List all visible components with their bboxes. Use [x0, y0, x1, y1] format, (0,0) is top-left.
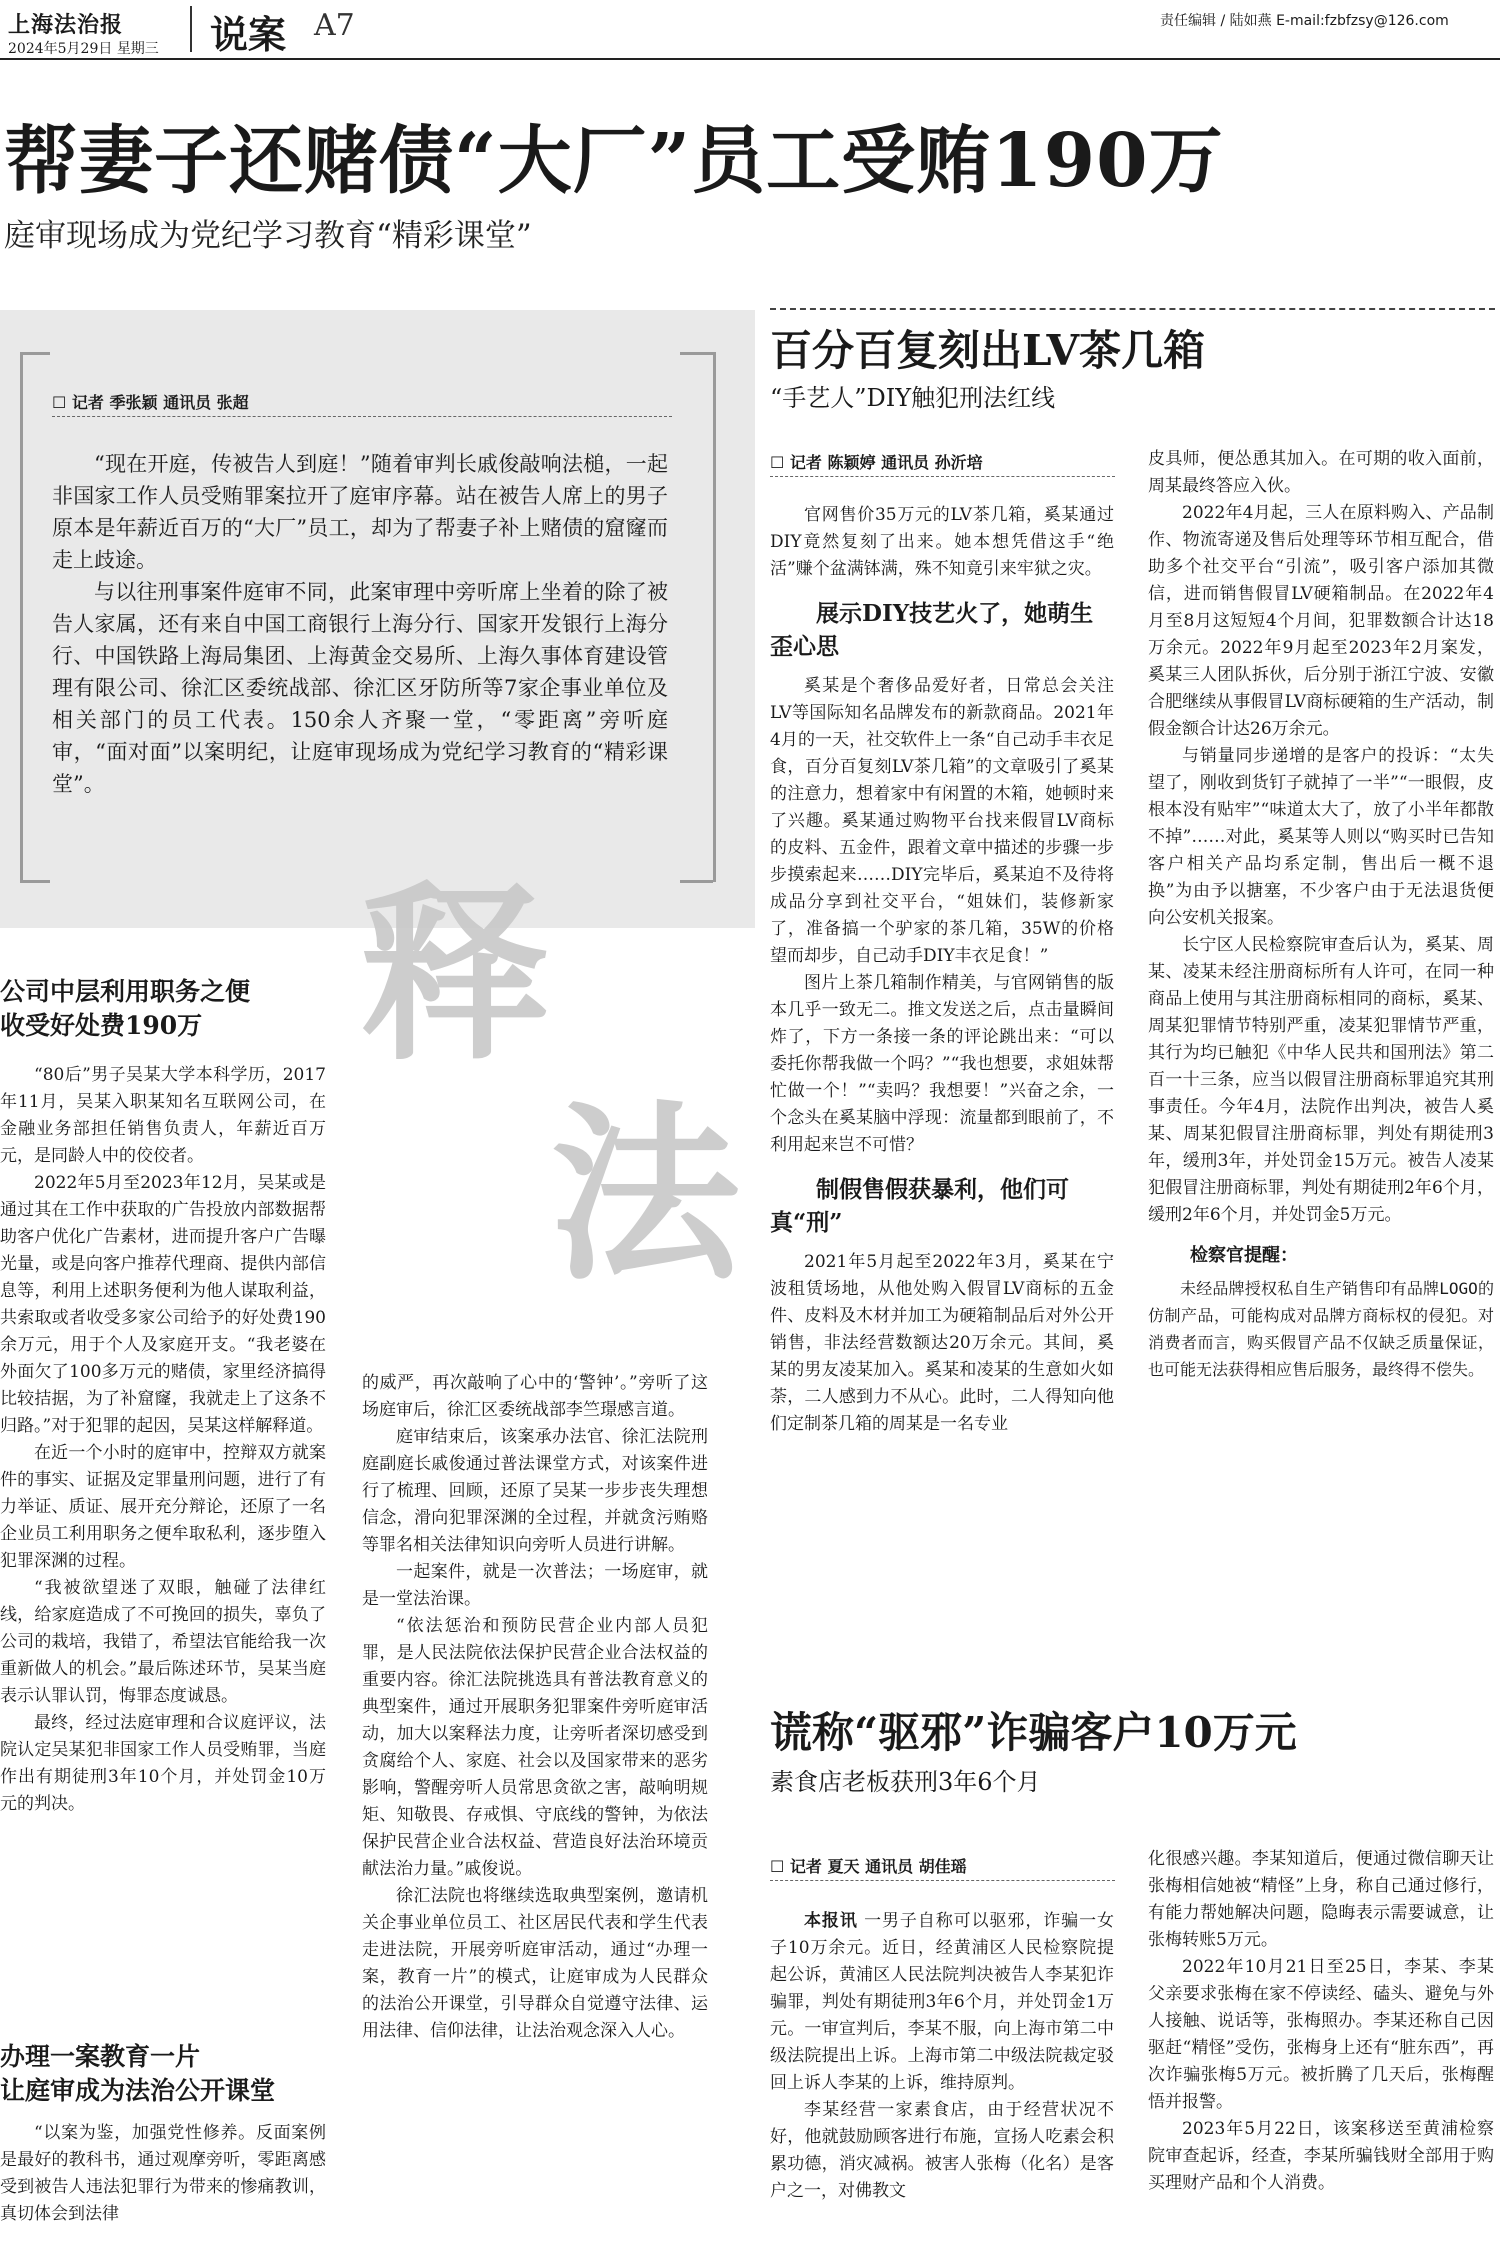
reminder-text: 未经品牌授权私自生产销售印有品牌LOGO的仿制产品，可能构成对品牌方商标权的侵犯。对消费者而言，购买假冒产品不仅缺乏质量保证，也可能无法获得相应售后服务，最终得不偿失。	[1148, 1279, 1494, 1379]
story2-subheadline: “手艺人”DIY触犯刑法红线	[770, 384, 1056, 412]
main-subheadline: 庭审现场成为党纪学习教育“精彩课堂”	[4, 218, 532, 254]
story2-headline: 百分百复刻出LV茶几箱	[770, 326, 1206, 375]
section1-title: 公司中层利用职务之便 收受好处费190万	[0, 977, 251, 1040]
section2-title: 办理一案教育一片 让庭审成为法治公开课堂	[0, 2042, 276, 2105]
editor-info: 责任编辑 / 陆如燕 E-mail:fzbfzsy@126.com	[1160, 13, 1449, 29]
story3-col4: 化很感兴趣。李某知道后，便通过微信聊天让张梅相信她被“精怪”上身，称自己通过修行，有能力帮她解决问题，隐晦表示需要诚意，让张梅转账5万元。 2022年10月21日至25日，李某、李某父亲要求张梅在家不停读经、磕头、避免与外人接触、说话等，张梅照办。李某还称自己因驱赶“精怪”受伤，张梅身上还有“脏东西”，再次诈骗张梅5万元。被折腾了几天后，张梅醒悟并报警。 2023年5月22日，该案移送至黄浦检察院审查起诉，经查，李某所骗钱财全部用于购买理财产品和个人消费。	[1148, 1849, 1494, 2193]
story2-byline: ☐ 记者 陈颖婷 通讯员 孙沂培	[770, 453, 983, 472]
masthead-divider	[190, 6, 192, 52]
main-byline: ☐ 记者 季张颖 通讯员 张超	[52, 393, 249, 412]
main-headline: 帮妻子还赌债“大厂”员工受贿190万	[4, 118, 1224, 204]
story2-col4: 皮具师，便怂恿其加入。在可期的收入面前，周某最终答应入伙。 2022年4月起，三人在原料购入、产品制作、物流寄递及售后处理等环节相互配合，借助多个社交平台“引流”，吸引客户添加其微信，进而销售假冒LV硬箱制品。在2022年4月至8月这短短4个月间，犯罪数额合计达18万余元。2022年9月起至2023年2月案发，奚某三人团队拆伙，后分别于浙江宁波、安徽合肥继续从事假冒LV商标硬箱的生产活动，制假金额合计达26万余元。 与销量同步递增的是客户的投诉：“太失望了，刚收到货钉子就掉了一半”“一眼假，皮根本没有贴牢”“味道太大了，放了小半年都散不掉”……对此，奚某等人则以“购买时已告知客户相关产品均系定制，售出后一概不退换”为由予以搪塞，不少客户由于无法退货便向公安机关报案。 长宁区人民检察院审查后认为，奚某、周某、凌某未经注册商标所有人许可，在同一种商品上使用与其注册商标相同的商标，奚某、周某犯罪情节特别严重，凌某犯罪情节严重，其行为均已触犯《中华人民共和国刑法》第二百一十三条，应当以假冒注册商标罪追究其刑事责任。今年4月，法院作出判决，被告人奚某、周某犯假冒注册商标罪，判处有期徒刑3年，缓刑3年，并处罚金15万元。被告人凌某犯假冒注册商标罪，判处有期徒刑2年6个月，缓刑2年6个月，并处罚金5万元。 检察官提醒： 未经品牌授权私自生产销售印有品牌LOGO的仿制产品，可能构成对品牌方商标权的侵犯。对消费者而言，购买假冒产品不仅缺乏质量保证，也可能无法获得相应售后服务，最终得不偿失。	[1148, 446, 1494, 1383]
paper-name: 上海法治报	[8, 12, 124, 38]
art-char-shi: 释	[360, 863, 551, 1086]
story3-byline: ☐ 记者 夏天 通讯员 胡佳瑶	[770, 1857, 967, 1876]
issue-date: 2024年5月29日 星期三	[8, 41, 159, 57]
story2-sub1: 展示DIY技艺火了，她萌生歪心思	[770, 600, 1094, 660]
main-lead: “现在开庭，传被告人到庭！”随着审判长戚俊敲响法槌，一起非国家工作人员受贿罪案拉开了庭审序幕。站在被告人席上的男子原本是年薪近百万的“大厂”员工，却为了帮妻子补上赌债的窟窿而走上歧途。 与以往刑事案件庭审不同，此案审理中旁听席上坐着的除了被告人家属，还有来自中国工商银行上海分行、国家开发银行上海分行、中国铁路上海局集团、上海黄金交易所、上海久事体育建设管理有限公司、徐汇区委统战部、徐汇区牙防所等7家企事业单位及相关部门的员工代表。150余人齐聚一堂，“零距离”旁听庭审，“面对面”以案明纪，让庭审现场成为党纪学习教育的“精彩课堂”。	[52, 452, 668, 796]
story2-col3: 官网售价35万元的LV茶几箱，奚某通过DIY竟然复刻了出来。她本想凭借这手“绝活”赚个盆满钵满，殊不知竟引来牢狱之灾。 展示DIY技艺火了，她萌生歪心思 奚某是个奢侈品爱好者，日常总会关注LV等国际知名品牌发布的新款商品。2021年4月的一天，社交软件上一条“自己动手丰衣足食，百分百复刻LV茶几箱”的文章吸引了奚某的注意力，想着家中有闲置的木箱，她顿时来了兴趣。奚某通过购物平台找来假冒LV商标的皮料、五金件，跟着文章中描述的步骤一步步摸索起来……DIY完毕后，奚某迫不及待将成品分享到社交平台，“姐妹们，装修新家了，准备搞一个驴家的茶几箱，35W的价格望而却步，自己动手DIY丰衣足食！” 图片上茶几箱制作精美，与官网销售的版本几乎一致无二。推文发送之后，点击量瞬间炸了，下方一条接一条的评论跳出来：“可以委托你帮我做一个吗？”“我也想要，求姐妹帮忙做一个！”“卖吗？我想要！”兴奋之余，一个念头在奚某脑中浮现：流量都到眼前了，不利用起来岂不可惜？ 制假售假获暴利，他们可真“刑” 2021年5月起至2022年3月，奚某在宁波租赁场地，从他处购入假冒LV商标的五金件、皮料及木材并加工为硬箱制品后对外公开销售，非法经营数额达20万余元。其间，奚某的男友凌某加入。奚某和凌某的生意如火如荼，二人感到力不从心。此时，二人得知向他们定制茶几箱的周某是一名专业	[770, 505, 1114, 1434]
main-col2-body: 的威严，再次敲响了心中的‘警钟’。”旁听了这场庭审后，徐汇区委统战部李竺璟感言道。 庭审结束后，该案承办法官、徐汇法院刑庭副庭长戚俊通过普法课堂方式，对该案件进行了梳理、回顾，还原了吴某一步步丧失理想信念，滑向犯罪深渊的全过程，并就贪污贿赂等罪名相关法律知识向旁听人员进行讲解。 一起案件，就是一次普法；一场庭审，就是一堂法治课。 “依法惩治和预防民营企业内部人员犯罪，是人民法院依法保护民营企业合法权益的重要内容。徐汇法院挑选具有普法教育意义的典型案件，通过开展职务犯罪案件旁听庭审活动，加大以案释法力度，让旁听者深切感受到贪腐给个人、家庭、社会以及国家带来的恶劣影响，警醒旁听人员常思贪欲之害，敲响明规矩、知敬畏、存戒惧、守底线的警钟，为依法保护民营企业合法权益、营造良好法治环境贡献法治力量。”戚俊说。 徐汇法院也将继续选取典型案例，邀请机关企事业单位员工、社区居民代表和学生代表走进法院，开展旁听庭审活动，通过“办理一案，教育一片”的模式，让庭审成为人民群众的法治公开课堂，引导群众自觉遵守法律、运用法律、信仰法律，让法治观念深入人心。	[362, 1373, 708, 2041]
section-name: 说案	[210, 12, 287, 57]
story3-subheadline: 素食店老板获刑3年6个月	[770, 1768, 1041, 1796]
reminder-title: 检察官提醒：	[1190, 1245, 1298, 1266]
story3-lead-tag: 本报讯	[804, 1911, 858, 1931]
story3-headline: 谎称“驱邪”诈骗客户10万元	[770, 1708, 1297, 1757]
story2-sub2: 制假售假获暴利，他们可真“刑”	[770, 1176, 1069, 1236]
section1-body: “80后”男子吴某大学本科学历，2017年11月，吴某入职某知名互联网公司，在金融业务部担任销售负责人，年薪近百万元，是同龄人中的佼佼者。 2022年5月至2023年12月，吴某或是通过其在工作中获取的广告投放内部数据帮助客户优化广告素材，进而提升客户广告曝光量，或是向客户推荐代理商、提供内部信息等，利用上述职务便利为他人谋取利益，共索取或者收受多家公司给予的好处费190余万元，用于个人及家庭开支。“我老婆在外面欠了100多万元的赌债，家里经济搞得比较拮据，为了补窟窿，我就走上了这条不归路。”对于犯罪的起因，吴某这样解释道。 在近一个小时的庭审中，控辩双方就案件的事实、证据及定罪量刑问题，进行了有力举证、质证、展开充分辩论，还原了一名企业员工利用职务之便牟取私利，逐步堕入犯罪深渊的过程。 “我被欲望迷了双眼，触碰了法律红线，给家庭造成了不可挽回的损失，辜负了公司的栽培，我错了，希望法官能给我一次重新做人的机会。”最后陈述环节，吴某当庭表示认罪认罚，悔罪态度诚恳。 最终，经过法庭审理和合议庭评议，法院认定吴某犯非国家工作人员受贿罪，当庭作出有期徒刑3年10个月，并处罚金10万元的判决。	[0, 1065, 326, 1814]
story3-col3: 本报讯 一男子自称可以驱邪，诈骗一女子10万余元。近日，经黄浦区人民检察院提起公诉，黄浦区人民法院判决被告人李某犯诈骗罪，判处有期徒刑3年6个月，并处罚金1万元。一审宣判后，李某不服，向上海市第二中级法院提出上诉。上海市第二中级法院裁定驳回上诉人李某的上诉，维持原判。 李某经营一家素食店，由于经营状况不好，他就鼓励顾客进行布施，宣扬人吃素会积累功德，消灾减祸。被害人张梅（化名）是客户之一，对佛教文	[770, 1911, 1115, 2201]
page-number: A7	[314, 8, 355, 43]
masthead-rule	[0, 58, 1500, 60]
section2-body: “以案为鉴，加强党性修养。反面案例是最好的教科书，通过观摩旁听，零距离感受到被告人违法犯罪行为带来的惨痛教训，真切体会到法律	[0, 2123, 326, 2224]
art-char-fa: 法	[550, 1083, 741, 1306]
